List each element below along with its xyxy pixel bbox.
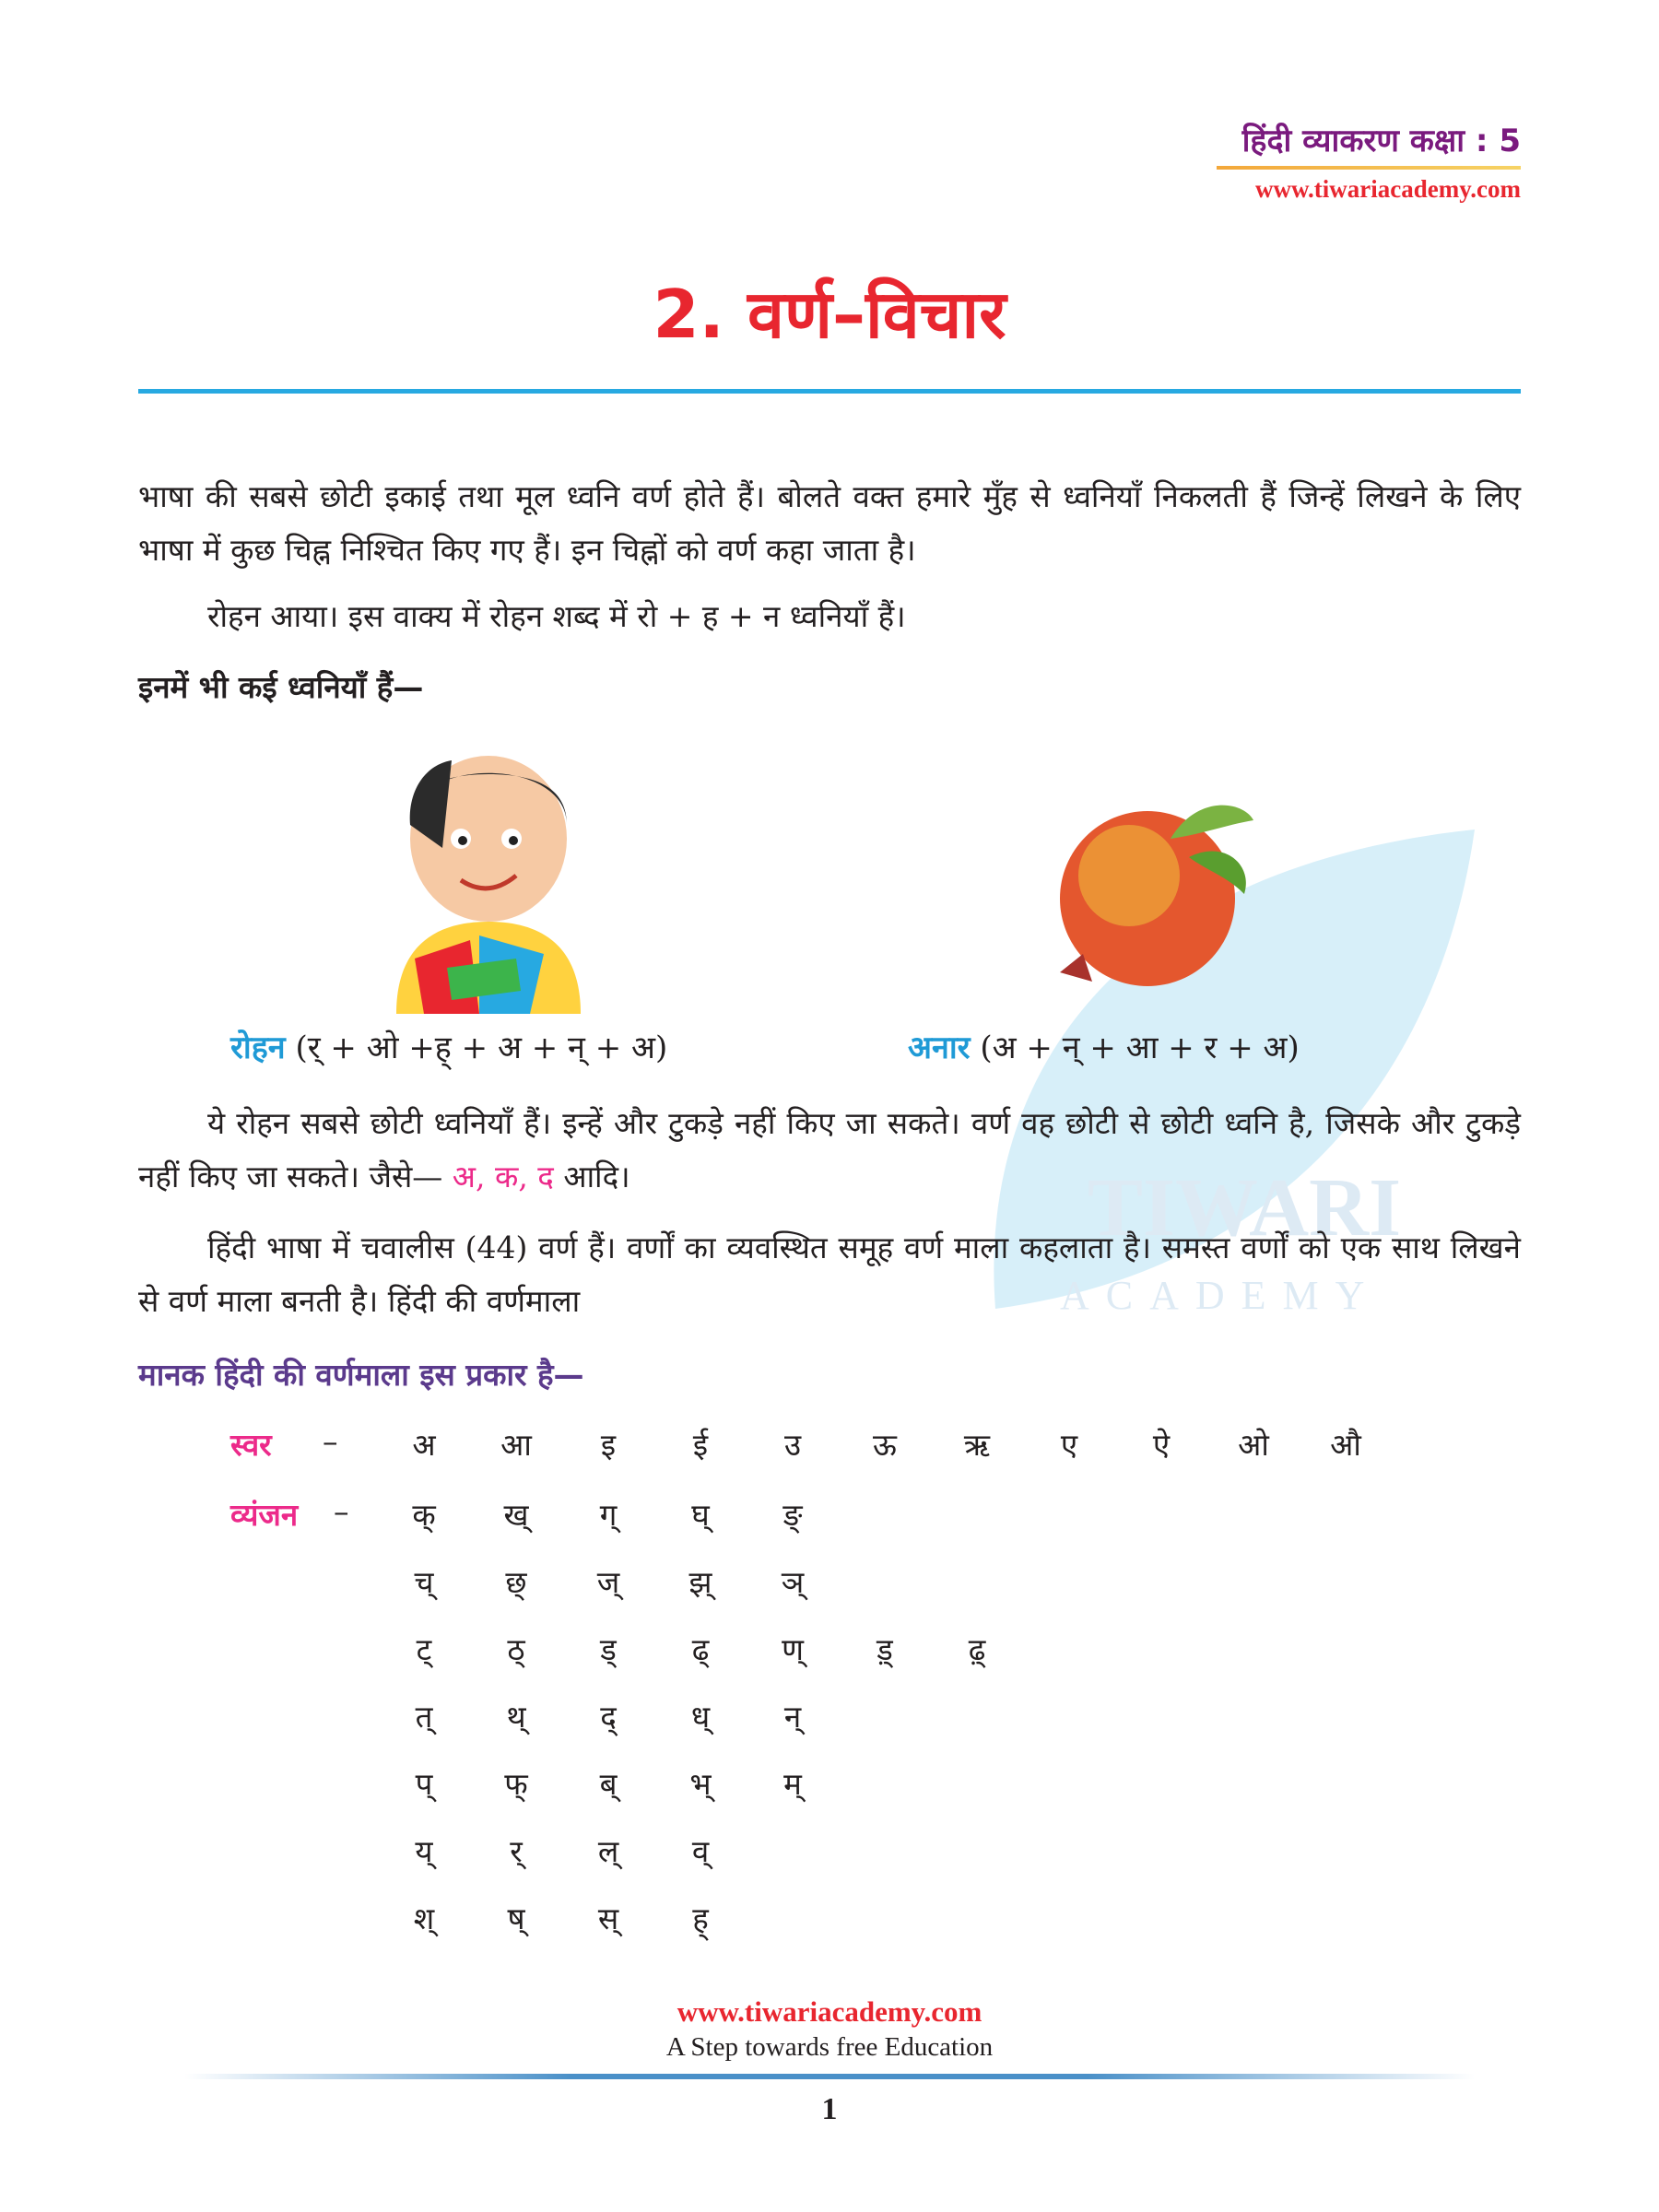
consonant-letter: च् [414, 1564, 434, 1600]
vowel-letter: ए [1060, 1427, 1078, 1463]
chapter-divider [138, 389, 1521, 394]
rohan-breakdown: (र् + ओ +ह् + अ + न् + अ) [295, 1030, 668, 1066]
consonant-letter: क् [412, 1497, 436, 1533]
consonant-letter: ज् [596, 1564, 620, 1600]
vowels-label: स्वर [230, 1427, 272, 1463]
consonant-letter: द् [600, 1699, 617, 1735]
vowel-letter: उ [783, 1427, 802, 1463]
header-underline [1217, 166, 1521, 170]
anar-caption [908, 1025, 1300, 1067]
consonant-letter: श् [413, 1900, 435, 1936]
header-website-link[interactable]: www.tiwariacademy.com [1255, 175, 1521, 203]
consonant-letter: म् [783, 1766, 802, 1802]
rohan-word: रोहन [230, 1030, 286, 1066]
consonant-letter: भ् [689, 1766, 712, 1802]
consonant-row [387, 1695, 1217, 1741]
consonant-letter: ञ् [781, 1564, 805, 1600]
page-number: 1 [821, 2092, 838, 2126]
sounds-heading: इनमें भी कई ध्वनियाँ हैं— [138, 669, 424, 705]
consonant-letter: य् [415, 1833, 433, 1869]
consonant-letter: ख् [503, 1497, 529, 1533]
consonant-letter: ण् [782, 1631, 804, 1667]
consonant-row [387, 1493, 1217, 1539]
vowel-letter: अ [412, 1427, 436, 1463]
paragraph-2-suffix: आदि। [563, 1159, 630, 1194]
consonant-row [387, 1628, 1217, 1674]
consonants-label: व्यंजन [230, 1497, 299, 1533]
watermark-text-1: TIWARI [1088, 1162, 1402, 1253]
consonant-letter: ढ़् [968, 1631, 986, 1667]
consonant-letter: ग् [599, 1497, 618, 1533]
consonant-letter: प् [415, 1766, 433, 1802]
consonant-letter: ठ् [507, 1631, 525, 1667]
boy-rohan-illustration [359, 737, 618, 1014]
vowel-letter: ऊ [873, 1427, 897, 1463]
consonant-row [387, 1897, 1217, 1943]
consonant-letter: ह् [692, 1900, 709, 1936]
paragraph-2-text: ये रोहन सबसे छोटी ध्वनियाँ हैं। इन्हें और टुकड़े नहीं किए जा सकते। वर्ण वह छोटी से छोटी ध्वनि है, जिसके और टुकड़े नहीं किए जा सकते। जैसे— [138, 1105, 1521, 1194]
consonants-dash: – [334, 1493, 349, 1529]
consonant-letter: ध् [690, 1699, 711, 1735]
consonant-letter: ढ् [691, 1631, 710, 1667]
consonant-letter: ल् [597, 1833, 619, 1869]
anar-word: अनार [908, 1030, 971, 1066]
consonant-letter: थ् [506, 1699, 526, 1735]
consonant-letter: ड़् [877, 1631, 893, 1667]
consonant-letter: छ् [505, 1564, 527, 1600]
book-title: हिंदी व्याकरण कक्षा : 5 [1241, 123, 1521, 159]
example-letters: अ, क, द [452, 1159, 554, 1194]
consonant-letter: घ् [691, 1497, 710, 1533]
consonant-letter: र् [510, 1833, 523, 1869]
vowel-letter: ऋ [963, 1427, 991, 1463]
vowel-letter: औ [1330, 1427, 1361, 1463]
chapter-title: 2. वर्ण–विचार [653, 276, 1006, 353]
consonant-letter: ड् [600, 1631, 617, 1667]
paragraph-2 [138, 1097, 1521, 1204]
footer-tagline: A Step towards free Education [665, 2032, 994, 2062]
watermark-text-2: ACADEMY [1060, 1273, 1382, 1318]
consonant-letter: व् [691, 1833, 710, 1869]
consonant-letter: न् [783, 1699, 802, 1735]
vowels-dash: – [323, 1423, 338, 1459]
paragraph-3: हिंदी भाषा में चवालीस (44) वर्ण हैं। वर्णों का व्यवस्थित समूह वर्ण माला कहलाता है। समस्त वर्णों को एक साथ लिखने से वर्ण माला बनती है। हिंदी की वर्णमाला [138, 1230, 1521, 1319]
consonant-letter: ट् [416, 1631, 432, 1667]
consonant-letter: स् [597, 1900, 619, 1936]
consonant-letter: फ् [504, 1766, 528, 1802]
consonant-letter: ङ् [782, 1497, 803, 1533]
footer-website-link[interactable]: www.tiwariacademy.com [677, 1995, 982, 2028]
footer-divider [184, 2074, 1475, 2079]
alphabet-heading: मानक हिंदी की वर्णमाला इस प्रकार है— [138, 1357, 584, 1393]
consonant-letter: ब् [599, 1766, 618, 1802]
vowel-letter: इ [600, 1427, 617, 1463]
consonant-letter: त् [415, 1699, 433, 1735]
consonant-row [387, 1762, 1217, 1808]
rohan-caption [230, 1025, 667, 1067]
consonant-letter: ष् [507, 1900, 525, 1936]
consonant-row [387, 1830, 1217, 1876]
vowel-letter: ई [692, 1427, 709, 1463]
pomegranate-anar-illustration [1041, 783, 1263, 1005]
vowel-letter: ओ [1238, 1427, 1269, 1463]
intro-paragraph: भाषा की सबसे छोटी इकाई तथा मूल ध्वनि वर्ण होते हैं। बोलते वक्त हमारे मुँह से ध्वनियाँ निकलती हैं जिन्हें लिखने के लिए भाषा में कुछ चिह्न निश्चित किए गए हैं। इन चिह्नों को वर्ण कहा जाता है। [138, 478, 1521, 568]
consonant-letter: झ् [688, 1564, 712, 1600]
vowel-letter: ऐ [1152, 1427, 1171, 1463]
example-line: रोहन आया। इस वाक्य में रोहन शब्द में रो + ह + न ध्वनियाँ हैं। [207, 598, 906, 634]
page-header [1217, 118, 1521, 204]
anar-breakdown: (अ + न् + आ + र + अ) [980, 1030, 1300, 1066]
vowels-row [387, 1423, 1493, 1469]
consonant-row [387, 1560, 1217, 1606]
vowel-letter: आ [500, 1427, 532, 1463]
